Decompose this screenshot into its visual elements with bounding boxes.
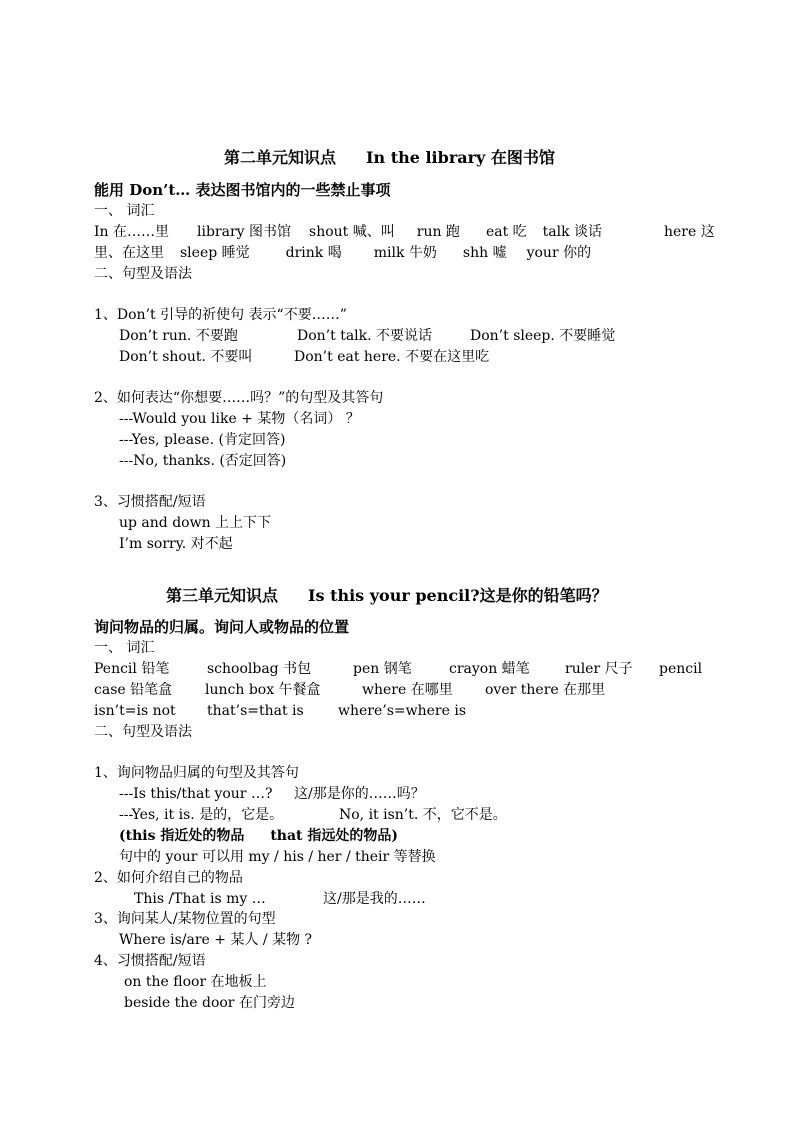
unit3-point3-line: Where is/are + 某人 / 某物 ?: [119, 932, 313, 948]
unit3-grammar-heading: 二、句型及语法: [94, 724, 192, 740]
unit3-point1-line2b: No, it isn’t. 不，它不是。: [339, 807, 507, 823]
unit3-point1-sub: 句中的 your 可以用 my / his / her / their 等替换: [119, 849, 436, 865]
unit3-point2-line-b: 这/那是我的……: [323, 891, 426, 907]
unit3-vocab-heading: 一、 词汇: [94, 640, 155, 656]
unit3-point4-title: 4、习惯搭配/短语: [94, 953, 206, 969]
unit2-point3-title: 3、习惯搭配/短语: [94, 494, 206, 510]
unit3-point1-line1a: ---Is this/that your …?: [119, 786, 273, 802]
unit2-point1-row1b: Don’t talk. 不要说话: [297, 328, 433, 344]
unit3-vocab-1a: Pencil 铅笔: [94, 661, 170, 677]
unit3-vocab-3a: isn’t=is not: [94, 703, 176, 719]
unit3-vocab-2d: over there 在那里: [485, 682, 606, 698]
unit3-point3-title: 3、询问某人/某物位置的句型: [94, 911, 276, 927]
unit2-point1-title: 1、Don’t 引导的祈使句 表示“不要……”: [94, 307, 347, 323]
unit2-subtitle: 能用 Don’t… 表达图书馆内的一些禁止事项: [94, 181, 391, 199]
unit3-vocab-1f: pencil: [659, 661, 703, 677]
unit2-point3-line2: I’m sorry. 对不起: [119, 536, 233, 552]
unit3-title-en: Is this your pencil?这是你的铅笔吗？: [308, 586, 608, 605]
unit2-vocab-heading: 一、 词汇: [94, 203, 155, 219]
unit2-point1-row1: Don’t run. 不要跑: [119, 328, 238, 344]
unit2-point2-line1: ---Would you like + 某物（名词） ？: [119, 411, 360, 427]
unit3-title-cn: 第三单元知识点: [166, 586, 279, 605]
unit2-title-en: In the library 在图书馆: [366, 148, 555, 167]
unit3-point1-line2a: ---Yes, it is. 是的，它是。: [119, 807, 284, 823]
unit2-grammar-heading: 二、句型及语法: [94, 266, 192, 282]
unit2-point1-row1c: Don’t sleep. 不要睡觉: [470, 328, 616, 344]
unit2-title-cn: 第二单元知识点: [224, 148, 337, 167]
unit2-point1-row2b: Don’t eat here. 不要在这里吃: [294, 349, 490, 365]
unit3-vocab-1e: ruler 尺子: [565, 661, 633, 677]
unit2-point2-title: 2、如何表达“你想要……吗？”的句型及其答句: [94, 390, 384, 406]
unit3-point4-line2: beside the door 在门旁边: [124, 995, 295, 1011]
unit3-vocab-2a: case 铅笔盒: [94, 682, 173, 698]
unit2-point1-row2: Don’t shout. 不要叫: [119, 349, 253, 365]
unit2-vocab-line2: 里、在这里 sleep 睡觉 drink 喝 milk 牛奶 shh 嘘 your 你的: [94, 245, 592, 261]
unit2-point2-line2: ---Yes, please. (肯定回答): [119, 432, 286, 448]
unit3-vocab-1c: pen 钢笔: [353, 661, 412, 677]
unit3-vocab-2c: where 在哪里: [362, 682, 453, 698]
unit3-vocab-2b: lunch box 午餐盒: [205, 682, 321, 698]
unit2-point2-line3: ---No, thanks. (否定回答): [119, 453, 287, 469]
unit3-vocab-3c: where’s=where is: [338, 703, 467, 719]
unit2-title: [224, 148, 555, 168]
unit3-title: [166, 586, 608, 606]
unit3-point2-title: 2、如何介绍自己的物品: [94, 870, 243, 886]
unit3-subtitle: 询问物品的归属。询问人或物品的位置: [94, 618, 350, 636]
unit2-vocab-here: here 这: [664, 224, 715, 240]
unit2-vocab-line1: In 在……里 library 图书馆 shout 喊、叫 run 跑 eat 吃 talk 谈话: [94, 224, 603, 240]
unit3-point1-title: 1、询问物品归属的句型及其答句: [94, 765, 299, 781]
unit3-vocab-1d: crayon 蜡笔: [449, 661, 530, 677]
unit3-point1-line1b: 这/那是你的……吗？: [294, 786, 425, 802]
unit2-point3-line1: up and down 上上下下: [119, 515, 272, 531]
unit3-point4-line1: on the floor 在地板上: [124, 974, 267, 990]
unit3-vocab-3b: that’s=that is: [207, 703, 304, 719]
unit3-point2-line-a: This /That is my …: [134, 891, 266, 907]
unit3-point1-note: (this 指近处的物品 that 指远处的物品): [119, 828, 399, 844]
unit3-vocab-1b: schoolbag 书包: [207, 661, 312, 677]
